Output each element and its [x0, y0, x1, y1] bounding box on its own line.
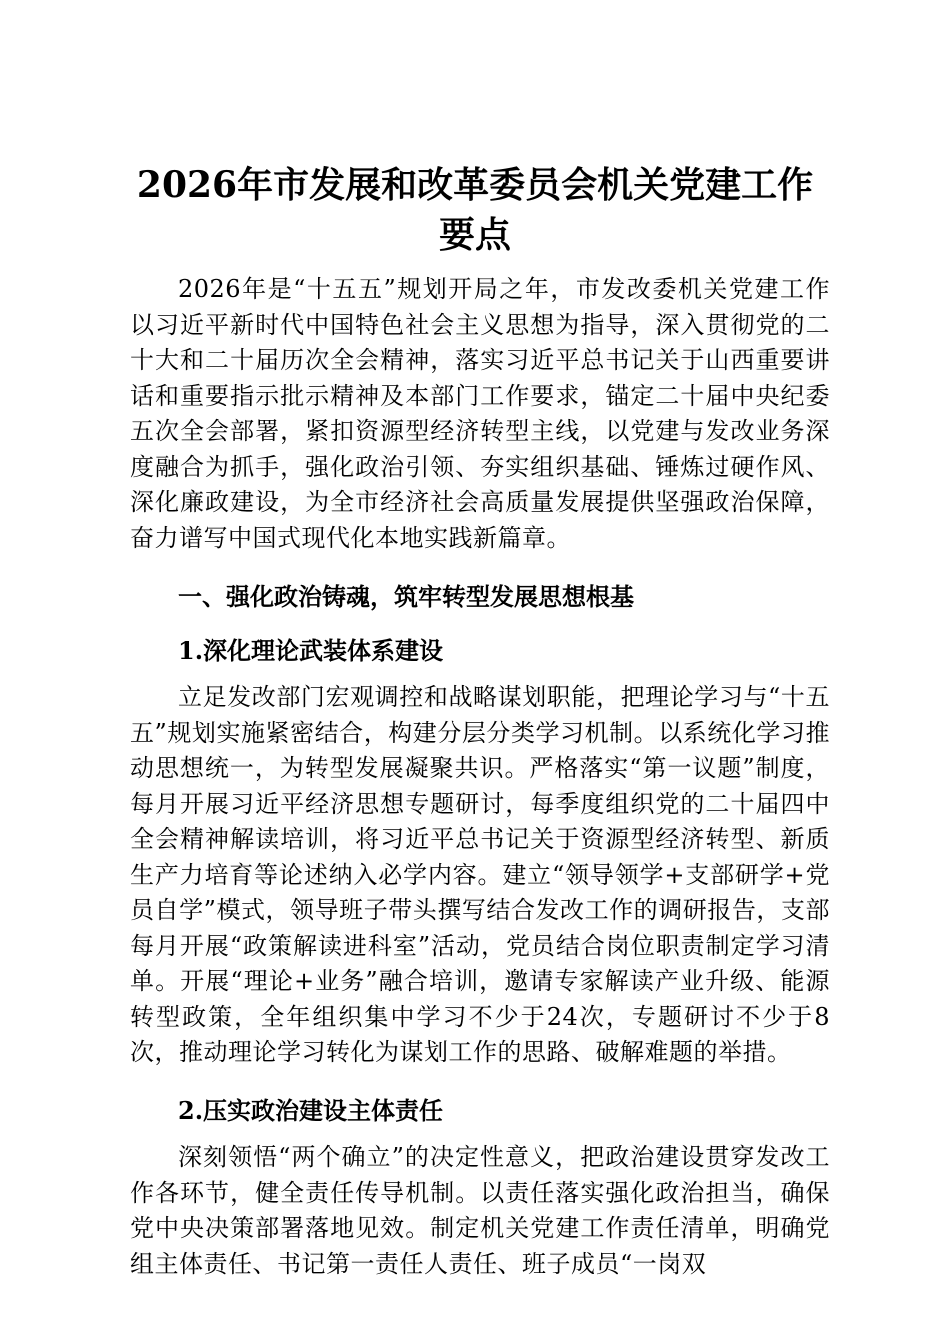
section-1-heading: 一、强化政治铸魂，筑牢转型发展思想根基 [178, 582, 634, 611]
subsection-2-heading: 2.压实政治建设主体责任 [178, 1095, 444, 1125]
subsection-1-heading: 1.深化理论武装体系建设 [178, 635, 444, 665]
document-body [130, 272, 830, 1282]
intro-paragraph: 2026年是“十五五”规划开局之年，市发改委机关党建工作以习近平新时代中国特色社会主义思想为指导，深入贯彻党的二十大和二十届历次全会精神，落实习近平总书记关于山西重要讲话和重要指示批示精神及本部门工作要求，锚定二十届中央纪委五次全会部署，紧扣资源型经济转型主线，以党建与发改业务深度融合为抓手，强化政治引领、夯实组织基础、锤炼过硬作风、深化廉政建设，为全市经济社会高质量发展提供坚强政治保障，奋力谱写中国式现代化本地实践新篇章。 [130, 275, 830, 552]
subsection-1-paragraph: 立足发改部门宏观调控和战略谋划职能，把理论学习与“十五五”规划实施紧密结合，构建分层分类学习机制。以系统化学习推动思想统一，为转型发展凝聚共识。严格落实“第一议题”制度，每月开展习近平经济思想专题研讨，每季度组织党的二十届四中全会精神解读培训，将习近平总书记关于资源型经济转型、新质生产力培育等论述纳入必学内容。建立“领导领学+支部研学+党员自学”模式，领导班子带头撰写结合发改工作的调研报告，支部每月开展“政策解读进科室”活动，党员结合岗位职责制定学习清单。开展“理论+业务”融合培训，邀请专家解读产业升级、能源转型政策，全年组织集中学习不少于24次，专题研讨不少于8次，推动理论学习转化为谋划工作的思路、破解难题的举措。 [130, 683, 830, 1066]
document-title: 2026年市发展和改革委员会机关党建工作要点 [136, 164, 814, 256]
subsection-2-paragraph: 深刻领悟“两个确立”的决定性意义，把政治建设贯穿发改工作各环节，健全责任传导机制。以责任落实强化政治担当，确保党中央决策部署落地见效。制定机关党建工作责任清单，明确党组主体责任、书记第一责任人责任、班子成员“一岗双 [130, 1143, 830, 1278]
